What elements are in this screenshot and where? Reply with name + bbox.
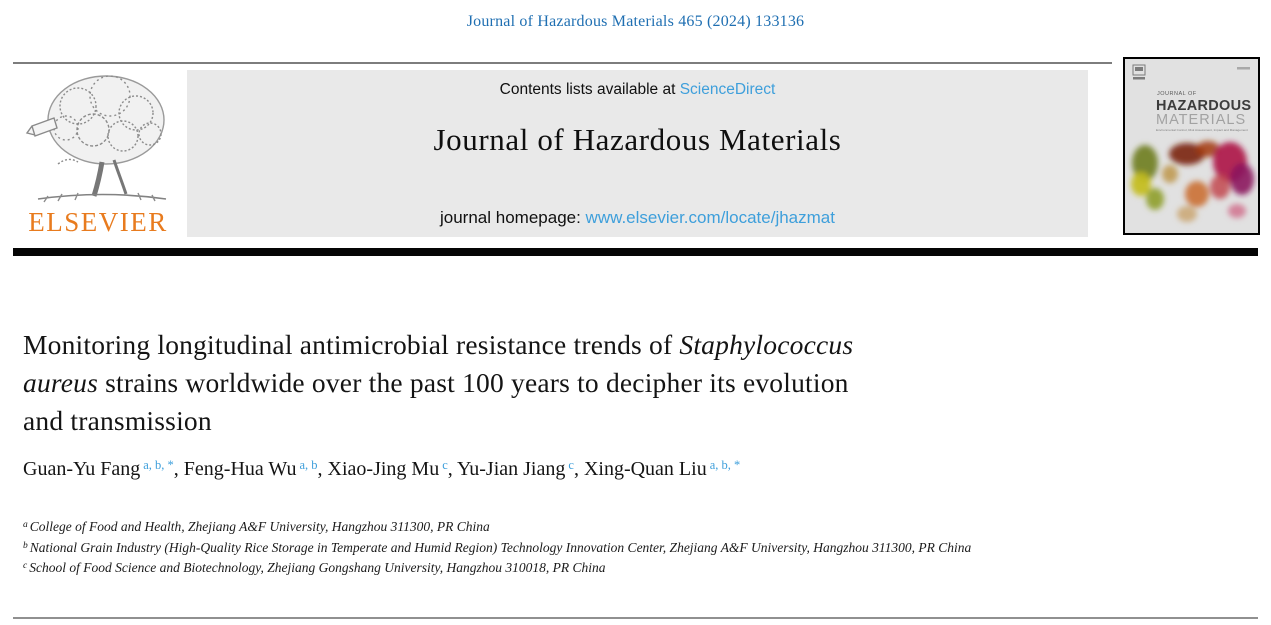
author-separator: , — [447, 458, 458, 480]
cover-subtitle: Environmental Control, Risk Assessment, Impact and Management — [1156, 128, 1248, 132]
affiliation-marker: a — [23, 520, 28, 530]
cover-issue-text — [1237, 67, 1250, 70]
affiliation-list — [23, 517, 1101, 579]
author-name: Guan-Yu Fang — [23, 458, 141, 480]
author-name: Feng-Hua Wu — [183, 458, 297, 480]
author-affil-sup: c — [568, 458, 574, 472]
contents-prefix-text: Contents lists available at — [499, 81, 680, 98]
affiliation-marker: c — [23, 561, 28, 571]
article-title-line1 — [23, 326, 1113, 364]
elsevier-logo — [14, 68, 182, 238]
author-affil-sup: a, b, * — [143, 458, 174, 472]
title-l1-normal: Monitoring longitudinal antimicrobial resistance trends of — [23, 329, 680, 360]
homepage-prefix-text: journal homepage: — [440, 208, 586, 227]
affiliation-a — [23, 517, 1101, 538]
author-affil-sup: a, b, * — [709, 458, 741, 472]
affiliation-text: School of Food Science and Biotechnology, Zhejiang Gongshang University, Hangzhou 310018, PR China — [29, 560, 606, 575]
sciencedirect-link[interactable]: ScienceDirect — [679, 81, 776, 98]
author-name: Yu-Jian Jiang — [457, 458, 566, 480]
author-list — [23, 458, 1223, 481]
article-title-line3: and transmission — [23, 405, 212, 436]
journal-cover-art — [1125, 59, 1258, 233]
article-title — [23, 326, 1113, 440]
header-divider-rule — [13, 248, 1258, 256]
title-l2-normal: strains worldwide over the past 100 years to decipher its evolution — [98, 367, 849, 398]
cover-materials: MATERIALS — [1156, 112, 1247, 128]
author-affil-sup: c — [442, 458, 448, 472]
section-bottom-rule — [13, 617, 1258, 619]
journal-homepage-link[interactable]: www.elsevier.com/locate/jhazmat — [585, 208, 835, 227]
affiliation-text: National Grain Industry (High-Quality Rice Storage in Temperate and Humid Region) Technology Innovation Center, Zhejiang A&F University, Hangzhou 311300, PR China — [29, 539, 972, 555]
author-separator: , — [573, 458, 584, 480]
author-name: Xiao-Jing Mu — [327, 458, 440, 480]
affiliation-c — [23, 558, 1101, 579]
affiliation-b — [23, 538, 1101, 559]
contents-list-line — [187, 81, 1088, 99]
elsevier-tree-icon — [18, 68, 178, 206]
journal-title: Journal of Hazardous Materials — [433, 122, 842, 157]
author-affil-sup: a, b — [299, 458, 318, 472]
journal-homepage-line — [187, 208, 1088, 228]
affiliation-marker: b — [23, 540, 28, 551]
header-top-rule — [13, 62, 1112, 64]
author-name: Xing-Quan Liu — [583, 458, 707, 480]
title-l1-italic: Staphylococcus — [679, 329, 854, 360]
title-l2-italic: aureus — [23, 367, 99, 398]
journal-citation: Journal of Hazardous Materials 465 (2024) 133136 — [466, 13, 805, 30]
journal-cover-thumbnail — [1123, 57, 1260, 235]
article-title-line2 — [23, 364, 1113, 402]
cover-hazardous: HAZARDOUS — [1156, 98, 1252, 114]
author-separator: , — [317, 458, 328, 480]
cover-journal-of: JOURNAL OF — [1157, 91, 1197, 97]
author-separator: , — [173, 458, 184, 480]
journal-header-banner — [187, 70, 1088, 237]
elsevier-wordmark: ELSEVIER — [28, 207, 168, 237]
affiliation-text: College of Food and Health, Zhejiang A&F University, Hangzhou 311300, PR China — [29, 519, 490, 534]
